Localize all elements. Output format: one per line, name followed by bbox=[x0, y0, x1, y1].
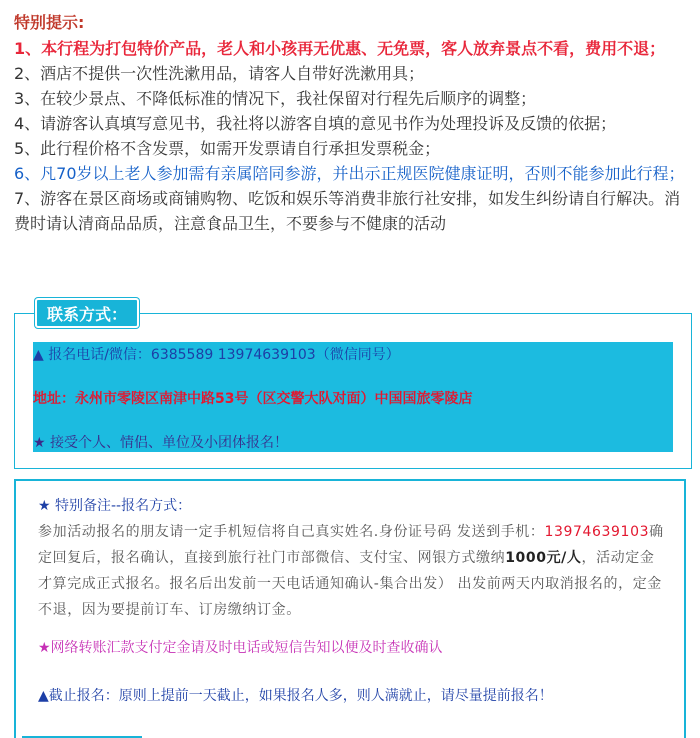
remark-content bbox=[38, 495, 668, 707]
remark-phone[interactable]: 13974639103 bbox=[544, 524, 650, 540]
notice-title: 特别提示: bbox=[14, 13, 85, 32]
notice-item-6: 6、凡70岁以上老人参加需有亲属陪同参游，并出示正规医院健康证明，否则不能参加此行程； bbox=[14, 164, 685, 183]
remark-body-part3: ，活动定金才算完成正式报名。报名后出发前一天电话通知确认-集合出发） 出发前两天内取消报名的，定金不退，因为要提前订车、订房缴纳订金。 bbox=[38, 550, 662, 618]
contact-tag: 联系方式： bbox=[35, 298, 139, 328]
notice-item-7: 7、游客在景区商场或商铺购物、吃饭和娱乐等消费非旅行社安排，如发生纠纷请自行解决。消费时请认清商品品质，注意食品卫生，不要参与不健康的活动 bbox=[14, 189, 681, 233]
remark-heading: ★ 特别备注--报名方式： bbox=[38, 498, 192, 514]
remark-body-part1: 参加活动报名的朋友请一定手机短信将自己真实姓名.身份证号码 发送到手机： bbox=[38, 524, 545, 540]
remark-deadline: ▲截止报名：原则上提前一天截止，如果报名人多，则人满就止，请尽量提前报名！ bbox=[38, 688, 553, 704]
remark-deposit: 1000元/人 bbox=[505, 550, 582, 566]
special-notice bbox=[14, 10, 694, 236]
address-label: 地址： bbox=[33, 391, 75, 407]
remark-section bbox=[14, 479, 686, 738]
contact-address-line bbox=[33, 389, 472, 409]
notice-item-3: 3、在较少景点、不降低标准的情况下，我社保留对行程先后顺序的调整； bbox=[14, 89, 537, 108]
contact-section bbox=[14, 305, 692, 469]
notice-item-1: 1、本行程为打包特价产品，老人和小孩再无优惠、无免票，客人放弃景点不看，费用不退； bbox=[14, 39, 666, 58]
remark-transfer-note: ★网络转账汇款支付定金请及时电话或短信告知以便及时查收确认 bbox=[38, 640, 443, 656]
notice-item-5: 5、此行程价格不含发票，如需开发票请自行承担发票税金； bbox=[14, 139, 441, 158]
notice-item-2: 2、酒店不提供一次性洗漱用品，请客人自带好洗漱用具； bbox=[14, 64, 425, 83]
notice-item-4: 4、请游客认真填写意见书，我社将以游客自填的意见书作为处理投诉及反馈的依据； bbox=[14, 114, 617, 133]
contact-accept-line: ★ 接受个人、情侣、单位及小团体报名！ bbox=[33, 435, 288, 451]
remark-body bbox=[38, 519, 668, 623]
contact-band bbox=[33, 342, 673, 452]
address-value: 永州市零陵区南津中路53号（区交警大队对面）中国国旅零陵店 bbox=[75, 391, 473, 407]
remark-body-part2: 确定回复后，报名确认，直接到旅行社门市部微信、支付宝、网银方式缴纳 bbox=[38, 524, 664, 566]
contact-phone-line[interactable]: ▲ 报名电话/微信：6385589 13974639103（微信同号） bbox=[33, 347, 400, 363]
